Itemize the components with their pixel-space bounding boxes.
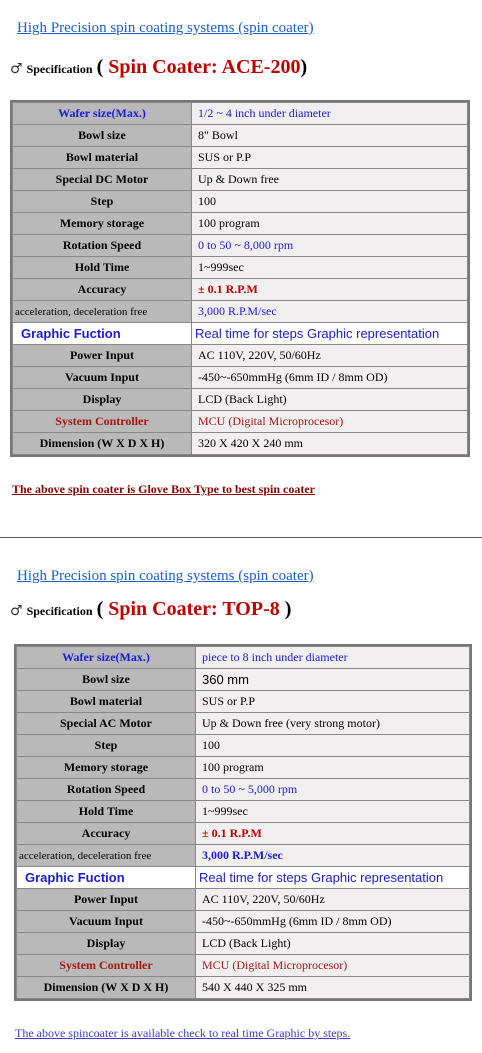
product2-spec-table [14,644,472,1001]
table-row [17,647,469,668]
spec-value: 0 to 50 ~ 5,000 rpm [196,779,469,800]
table-row [13,433,467,454]
table-row [13,345,467,366]
spec-value: ± 0.1 R.P.M [196,823,469,844]
spec-value: MCU (Digital Microprocesor) [196,955,469,976]
table-row [13,235,467,256]
table-row [17,889,469,910]
table-row [13,169,467,190]
spec-value: LCD (Back Light) [192,389,467,410]
table-row [13,191,467,212]
product1-title-link[interactable]: High Precision spin coating systems (spin coater) [17,20,314,36]
table-row [17,735,469,756]
table-row [17,779,469,800]
spec-value: AC 110V, 220V, 50/60Hz [192,345,467,366]
spec-key: acceleration, deceleration free [13,301,191,322]
spec-value: MCU (Digital Microprocesor) [192,411,467,432]
paren-open: ( [96,56,104,78]
spec-value: 1~999sec [196,801,469,822]
table-row [17,823,469,844]
male-symbol-icon: ♂ [10,603,23,619]
spec-value: 3,000 R.P.M/sec [192,301,467,322]
spec-key: Hold Time [17,801,195,822]
product2-footnote-link[interactable]: The above spincoater is available check to real time Graphic by steps. [15,1026,351,1040]
model-name: Spin Coater: TOP-8 [103,598,280,620]
spec-key: Bowl size [13,125,191,146]
spec-value: SUS or P.P [192,147,467,168]
spec-value: 100 program [196,757,469,778]
spec-value: 100 program [192,213,467,234]
spec-key: Display [17,933,195,954]
spec-value: 0 to 50 ~ 8,000 rpm [192,235,467,256]
product1-spec-table [10,100,470,457]
spec-value: -450~-650mmHg (6mm ID / 8mm OD) [196,911,469,932]
spec-key: Accuracy [17,823,195,844]
spec-value: 360 mm [196,669,469,690]
spec-value: Up & Down free (very strong motor) [196,713,469,734]
table-row [13,257,467,278]
table-row [17,977,469,998]
spec-value: 100 [196,735,469,756]
spec-key: Bowl material [13,147,191,168]
paren-close: ) [300,56,308,78]
spec-key: Graphic Fuction [13,323,191,344]
spec-key: Step [17,735,195,756]
spec-key: Dimension (W X D X H) [13,433,191,454]
table-row [17,845,469,866]
spec-key: Memory storage [17,757,195,778]
spec-value: 320 X 420 X 240 mm [192,433,467,454]
spec-value: -450~-650mmHg (6mm ID / 8mm OD) [192,367,467,388]
spec-value: AC 110V, 220V, 50/60Hz [196,889,469,910]
male-symbol-icon: ♂ [10,61,23,77]
table-row [13,103,467,124]
spec-key: Memory storage [13,213,191,234]
spec-value: LCD (Back Light) [196,933,469,954]
spec-key: Display [13,389,191,410]
spec-key: Vacuum Input [17,911,195,932]
spec-value: SUS or P.P [196,691,469,712]
table-row [17,691,469,712]
spec-key: Bowl material [17,691,195,712]
spec-value: Real time for steps Graphic representation [192,323,467,344]
table-row [17,955,469,976]
product1-footnote-link[interactable]: The above spin coater is Glove Box Type to best spin coater [12,482,315,496]
spec-value: ± 0.1 R.P.M [192,279,467,300]
table-row [17,933,469,954]
table-row [13,389,467,410]
table-row [17,867,469,888]
spec-value: Up & Down free [192,169,467,190]
table-row [13,411,467,432]
spec-key: Power Input [13,345,191,366]
spec-label: Specification [26,604,93,618]
spec-key: Vacuum Input [13,367,191,388]
spec-key: Dimension (W X D X H) [17,977,195,998]
paren-close: ) [279,598,292,620]
spec-value: Real time for steps Graphic representation [196,867,469,888]
spec-key: Special DC Motor [13,169,191,190]
table-row [17,757,469,778]
product2-spec-heading [10,598,291,621]
table-row [17,911,469,932]
product1-spec-heading [10,56,307,79]
table-row [13,147,467,168]
spec-key: Power Input [17,889,195,910]
spec-key: Hold Time [13,257,191,278]
spec-value: 1~999sec [192,257,467,278]
table-row [13,323,467,344]
spec-key: Graphic Fuction [17,867,195,888]
spec-value: piece to 8 inch under diameter [196,647,469,668]
product2-title-link[interactable]: High Precision spin coating systems (spin coater) [17,568,314,584]
spec-value: 8" Bowl [192,125,467,146]
model-name: Spin Coater: ACE-200 [103,56,301,78]
table-row [13,367,467,388]
spec-key: acceleration, deceleration free [17,845,195,866]
section-divider [0,537,482,538]
table-row [13,301,467,322]
paren-open: ( [96,598,104,620]
spec-key: Wafer size(Max.) [13,103,191,124]
table-row [17,801,469,822]
spec-key: Rotation Speed [13,235,191,256]
table-row [13,125,467,146]
spec-key: Bowl size [17,669,195,690]
spec-key: Step [13,191,191,212]
table-row [13,213,467,234]
spec-key: Accuracy [13,279,191,300]
table-row [17,713,469,734]
spec-key: System Controller [17,955,195,976]
spec-value: 3,000 R.P.M/sec [196,845,469,866]
spec-value: 1/2 ~ 4 inch under diameter [192,103,467,124]
spec-key: Rotation Speed [17,779,195,800]
table-row [17,669,469,690]
spec-value: 100 [192,191,467,212]
spec-value: 540 X 440 X 325 mm [196,977,469,998]
spec-key: Special AC Motor [17,713,195,734]
spec-key: System Controller [13,411,191,432]
table-row [13,279,467,300]
spec-key: Wafer size(Max.) [17,647,195,668]
spec-label: Specification [26,62,93,76]
